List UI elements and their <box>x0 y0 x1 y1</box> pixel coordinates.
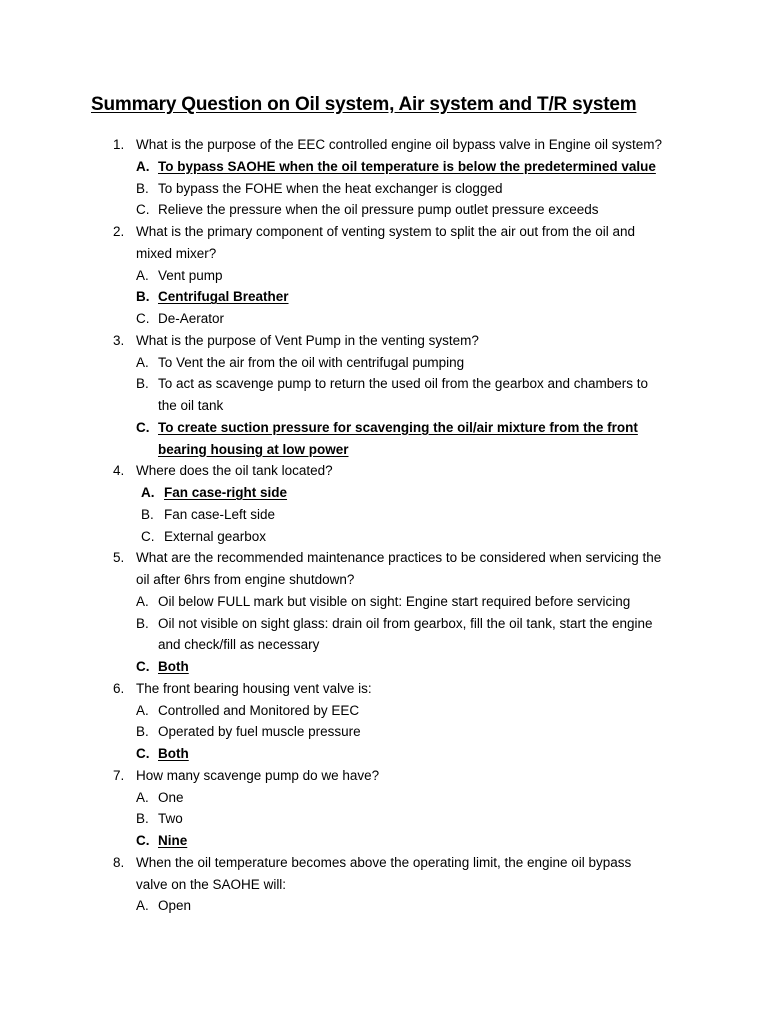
option-letter: C. <box>141 528 155 544</box>
option-text: Vent pump <box>158 267 223 283</box>
correct-answer-text: bearing housing at low power <box>158 441 349 457</box>
question-number: 4. <box>113 463 125 479</box>
answer-option <box>0 440 768 460</box>
question-number: 7. <box>113 767 125 783</box>
option-text: the oil tank <box>158 398 224 413</box>
question-line <box>0 461 768 481</box>
question-text: The front bearing housing vent valve is: <box>136 680 372 696</box>
answer-option <box>0 418 768 438</box>
option-letter: B. <box>141 506 154 522</box>
option-text: De-Aerator <box>158 311 225 326</box>
answer-option <box>0 788 768 808</box>
option-text: To Vent the air from the oil with centrifugal pumping <box>158 354 465 370</box>
question-number: 6. <box>113 680 125 696</box>
answer-option <box>0 505 768 525</box>
answer-option <box>0 374 768 394</box>
question-number: 3. <box>113 332 125 348</box>
correct-answer-text: Nine <box>158 833 188 848</box>
option-letter: A. <box>141 485 155 500</box>
question-line <box>0 331 768 351</box>
answer-option <box>0 157 768 177</box>
question-line <box>0 766 768 786</box>
option-letter: A. <box>136 267 149 283</box>
option-letter: B. <box>136 724 149 740</box>
correct-answer-text: Both <box>158 659 189 674</box>
answer-option <box>0 809 768 829</box>
option-text: To bypass the FOHE when the heat exchanger is clogged <box>158 180 503 196</box>
option-text: and check/fill as necessary <box>158 637 320 653</box>
option-letter: B. <box>136 615 149 631</box>
correct-answer-text: Centrifugal Breather <box>158 289 289 305</box>
option-letter: C. <box>136 202 150 218</box>
option-text: One <box>158 789 184 805</box>
question-text: valve on the SAOHE will: <box>136 876 287 892</box>
answer-option <box>0 266 768 286</box>
correct-answer-text: Both <box>158 746 189 761</box>
answer-option <box>0 200 768 220</box>
option-letter: C. <box>136 833 150 848</box>
option-text: Open <box>158 898 192 914</box>
option-letter: B. <box>136 376 149 392</box>
option-letter: C. <box>136 659 150 674</box>
option-letter: B. <box>136 180 149 196</box>
answer-option <box>0 396 768 416</box>
option-text: Fan case-Left side <box>164 506 276 522</box>
page-title: Summary Question on Oil system, Air system and T/R system <box>91 94 637 115</box>
question-line <box>0 244 768 264</box>
question-line <box>0 875 768 895</box>
option-letter: B. <box>136 811 149 827</box>
option-letter: A. <box>136 158 150 174</box>
question-text: mixed mixer? <box>136 245 217 261</box>
question-number: 5. <box>113 550 125 566</box>
answer-option <box>0 744 768 764</box>
answer-option <box>0 287 768 307</box>
answer-option <box>0 635 768 655</box>
option-letter: A. <box>136 354 149 370</box>
question-number: 8. <box>113 854 125 870</box>
answer-option <box>0 592 768 612</box>
question-text: When the oil temperature becomes above the operating limit, the engine oil bypass <box>136 854 632 870</box>
question-text: What is the purpose of Vent Pump in the venting system? <box>136 332 479 348</box>
answer-option <box>0 483 768 503</box>
option-text: Oil not visible on sight glass: drain oil from gearbox, fill the oil tank, start the engine <box>158 615 653 631</box>
question-text: What is the primary component of venting system to split the air out from the oil and <box>136 224 635 239</box>
question-line <box>0 853 768 873</box>
option-letter: C. <box>136 419 150 435</box>
option-letter: A. <box>136 702 149 718</box>
question-text: What are the recommended maintenance practices to be considered when servicing the <box>136 550 662 566</box>
option-text: External gearbox <box>164 528 267 544</box>
option-text: Oil below FULL mark but visible on sight: Engine start required before servicing <box>158 593 631 609</box>
answer-option <box>0 309 768 329</box>
correct-answer-text: To bypass SAOHE when the oil temperature is below the predetermined value <box>158 158 656 174</box>
option-text: Relieve the pressure when the oil pressure pump outlet pressure exceeds <box>158 202 599 218</box>
question-text: oil after 6hrs from engine shutdown? <box>136 572 355 587</box>
question-text: What is the purpose of the EEC controlled engine oil bypass valve in Engine oil system? <box>136 137 663 152</box>
option-letter: B. <box>136 289 150 305</box>
option-letter: A. <box>136 593 149 609</box>
correct-answer-text: Fan case-right side <box>164 485 288 500</box>
question-number: 2. <box>113 224 125 239</box>
answer-option <box>0 353 768 373</box>
answer-option <box>0 527 768 547</box>
option-letter: A. <box>136 898 149 914</box>
question-line <box>0 570 768 590</box>
question-text: How many scavenge pump do we have? <box>136 767 380 783</box>
option-letter: C. <box>136 311 150 326</box>
question-text: Where does the oil tank located? <box>136 463 333 479</box>
question-line <box>0 548 768 568</box>
answer-option <box>0 896 768 916</box>
option-letter: C. <box>136 746 150 761</box>
correct-answer-text: To create suction pressure for scavenging the oil/air mixture from the front <box>158 419 638 435</box>
answer-option <box>0 831 768 851</box>
option-text: Controlled and Monitored by EEC <box>158 702 360 718</box>
answer-option <box>0 179 768 199</box>
question-number: 1. <box>113 137 125 152</box>
option-text: Two <box>158 811 183 827</box>
option-text: Operated by fuel muscle pressure <box>158 724 361 740</box>
answer-option <box>0 614 768 634</box>
answer-option <box>0 722 768 742</box>
question-line <box>0 222 768 242</box>
option-text: To act as scavenge pump to return the used oil from the gearbox and chambers to <box>158 376 649 392</box>
option-letter: A. <box>136 789 149 805</box>
answer-option <box>0 701 768 721</box>
question-line <box>0 135 768 155</box>
question-line <box>0 679 768 699</box>
answer-option <box>0 657 768 677</box>
